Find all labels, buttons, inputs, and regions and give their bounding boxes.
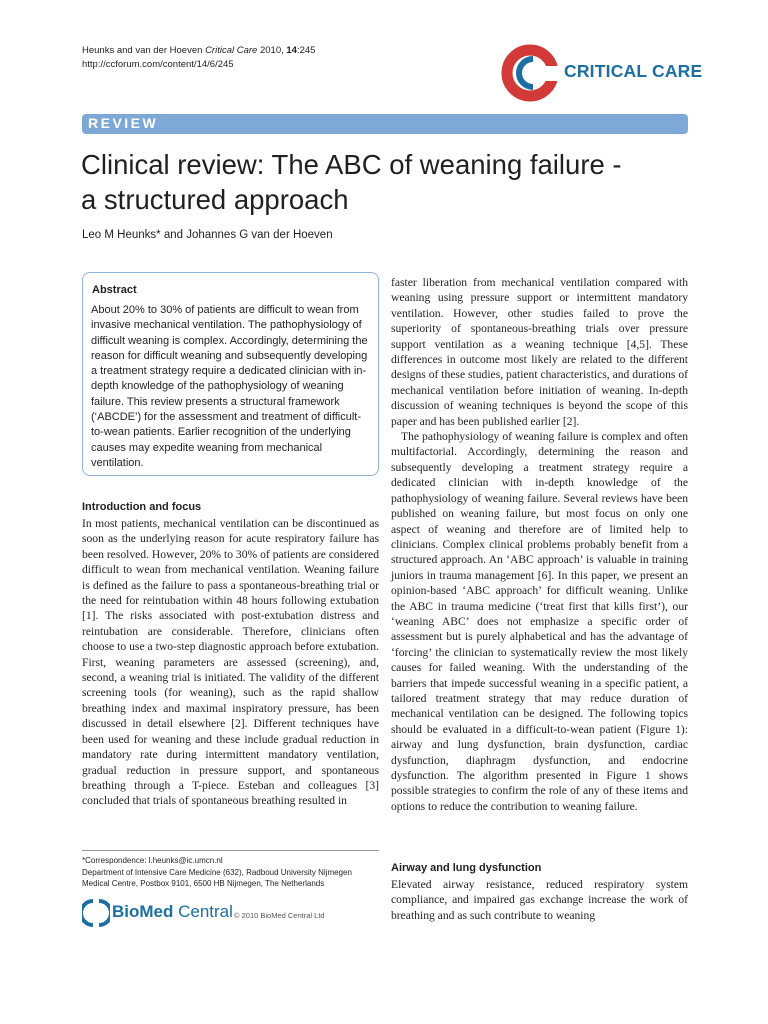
citation-year: 2010, <box>257 45 287 56</box>
body-paragraph: The pathophysiology of weaning failure is complex and often multifactorial. Accordingly, determining the reason and subsequently developing a treatment strategy require a dedicated clinician with in-depth knowledge of the pathophysiology of weaning failure. Several reviews have been published on weaning failure, but most focus on only one aspect of weaning and therefore are of limited help to clinicians. Complex clinical problems probably benefit from a structured approach. An ‘ABC approach’ is valuable in training juniors in trauma management [6]. In this paper, we present an opinion-based ‘ABC approach’ for difficult weaning. Unlike the ABC in trauma medicine (‘treat first that kills first’), our ‘weaning ABC’ does not emphasize a specific order of assessment but is purely alphabetical and has the advantage of ‘forcing’ the clinician to systematically review the most likely causes for failed weaning. With the understanding of the barriers that impede successful weaning in a specific patient, a tailored treatment strategy that may reduce duration of mechanical ventilation can be designed. The following topics should be evaluated in a difficult-to-wean patient (Figure 1): airway and lung dysfunction, brain dysfunction, cardiac dysfunction, diaphragm dysfunction, and endocrine dysfunction. The algorithm presented in Figure 1 shows possible strategies to confirm the role of any of these items and options to reduce the contribution to weaning failure. <box>391 430 688 813</box>
publisher-name-bold: BioMed <box>112 902 174 921</box>
abstract-box <box>82 272 379 476</box>
biomed-central-logo-icon <box>82 898 110 928</box>
body-paragraph: Elevated airway resistance, reduced respiratory system compliance, and impaired gas exchange increase the work of breathing and as such contribute to weaning <box>391 878 688 922</box>
article-title <box>81 147 701 217</box>
publisher-logo <box>82 898 362 928</box>
publisher-name-regular: Central <box>173 902 233 921</box>
citation-volume: 14 <box>286 45 297 56</box>
right-text-column <box>391 275 688 814</box>
title-line-2: a structured approach <box>81 184 349 215</box>
citation-line <box>82 44 315 58</box>
abstract-text: About 20% to 30% of patients are difficult to wean from invasive mechanical ventilation. The pathophysiology of difficult weaning is complex. Accordingly, determining the reason for difficult weaning and subsequently developing a treatment strategy require a dedicated clinician with in-depth knowledge of the pathophysiology of weaning failure. This review presents a structural framework (‘ABCDE’) for the assessment and treatment of difficult-to-wean patients. Earlier recognition of the underlying causes may expedite weaning from mechanical ventilation. <box>91 304 368 469</box>
citation-header <box>82 44 315 72</box>
introduction-text-column <box>82 516 379 809</box>
journal-name: CRITICAL CARE <box>564 61 703 81</box>
affiliation-line: Department of Intensive Care Medicine (632), Radboud University Nijmegen <box>82 867 352 877</box>
title-line-1: Clinical review: The ABC of weaning failure - <box>81 149 622 180</box>
citation-authors: Heunks and van der Hoeven <box>82 45 206 56</box>
article-type-bar <box>82 114 688 134</box>
section-heading-introduction: Introduction and focus <box>82 501 202 513</box>
citation-journal: Critical Care <box>205 45 258 56</box>
author-list: Leo M Heunks* and Johannes G van der Hoeven <box>82 229 333 241</box>
abstract-heading: Abstract <box>92 284 137 296</box>
section-heading-airway: Airway and lung dysfunction <box>391 862 542 874</box>
affiliation-line: Medical Centre, Postbox 9101, 6500 HB Nijmegen, The Netherlands <box>82 879 325 888</box>
article-type-label: REVIEW <box>88 115 159 131</box>
publisher-name <box>112 902 233 922</box>
body-paragraph: faster liberation from mechanical ventilation compared with weaning using pressure support or intermittent mandatory ventilation. However, other studies failed to prove the superiority of spontaneous-breathing trials over pressure support ventilation as a weaning technique [4,5]. These differences in outcome most likely are related to the different designs of these studies, patient characteristics, and durations of mechanical ventilation before initiation of weaning. In-depth discussion of weaning techniques is beyond the scope of this paper and has been published earlier [2]. <box>391 276 688 428</box>
footnote-divider <box>82 850 379 851</box>
citation-article: :245 <box>296 45 316 56</box>
correspondence-note: *Correspondence: l.heunks@ic.umcn.nl <box>82 856 223 865</box>
journal-logo <box>500 44 703 100</box>
copyright-notice: © 2010 BioMed Central Ltd <box>234 911 325 920</box>
footnotes <box>82 855 382 890</box>
critical-care-logo-icon <box>500 44 564 104</box>
airway-text-column <box>391 877 688 923</box>
article-url[interactable]: http://ccforum.com/content/14/6/245 <box>82 59 234 70</box>
body-paragraph: In most patients, mechanical ventilation can be discontinued as soon as the underlying reason for acute respiratory failure has been resolved. However, 20% to 30% of patients are considered difficult to wean from mechanical ventilation. Weaning failure is defined as the failure to pass a spontaneous-breathing trial or the need for reintubation within 48 hours following extubation [1]. The risks associated with post-extubation distress and reintubation are considerable. Therefore, clinicians often choose to use a two-step diagnostic approach before extubation. First, weaning parameters are assessed (screening), and, second, a weaning trial is initiated. The validity of the different screening tools (for weaning), such as the rapid shallow breathing index and maximal inspiratory pressure, has been discussed in detail elsewhere [2]. Different techniques have been used for weaning and these include gradual reduction in mandatory rate during intermittent mandatory ventilation, gradual reduction in pressure support, and spontaneous breathing through a T-piece. Esteban and colleagues [3] concluded that trials of spontaneous breathing resulted in <box>82 517 379 808</box>
